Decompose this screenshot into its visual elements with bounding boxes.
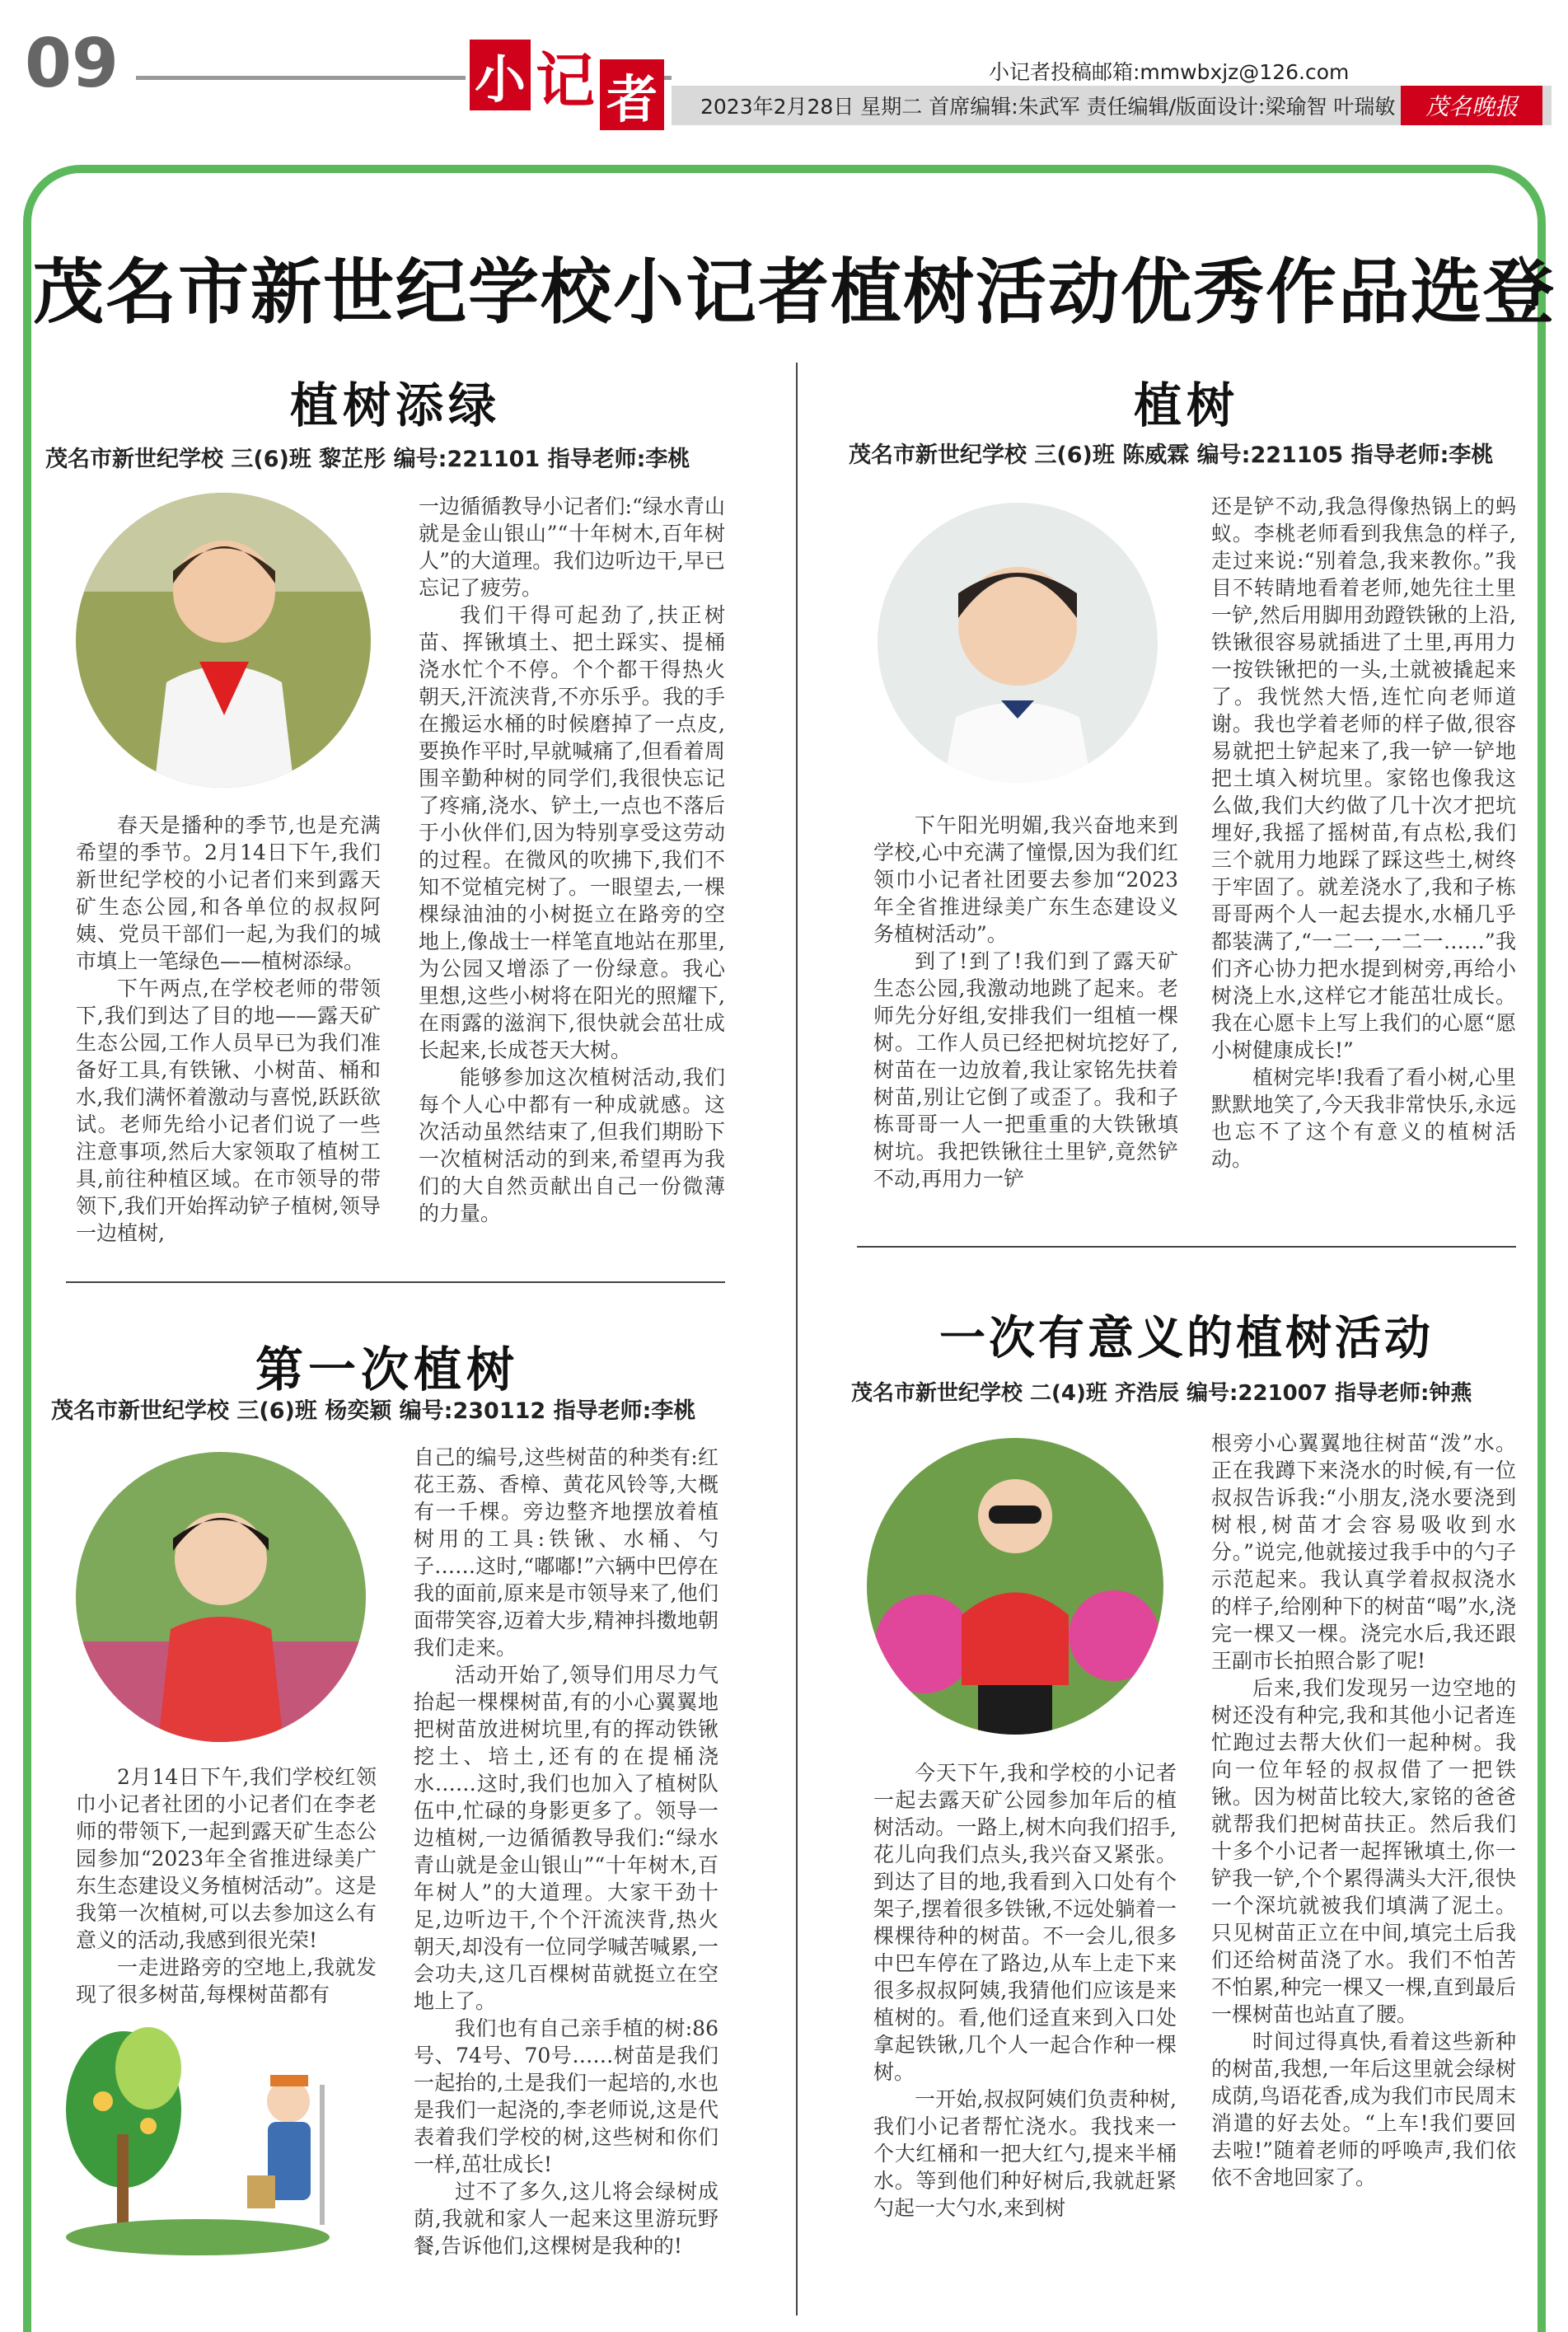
article-3-photo — [76, 1452, 366, 1742]
paragraph: 一边循循教导小记者们:“绿水青山就是金山银山”“十年树木,百年树人”的大道理。我们边听边干,早已忘记了疲劳。 — [419, 494, 725, 600]
issue-info: 2023年2月28日 星期二 首席编辑:朱武军 责任编辑/版面设计:梁瑜智 叶瑞敏 — [700, 95, 1396, 119]
paragraph: 到了!到了!我们到了露天矿生态公园,我激动地跳了起来。老师先分好组,安排我们一组植一棵树。工作人员已经把树坑挖好了,树苗在一边放着,我让家铭先扶着树苗,别让它倒了或歪了。我和子栋哥哥一人一把重重的大铁锹填树坑。我把铁锹往土里铲,竟然铲不动,再用力一铲 — [873, 949, 1178, 1191]
page-number: 09 — [25, 25, 119, 103]
article-2-photo — [878, 503, 1158, 783]
paragraph: 过不了多久,这儿将会绿树成荫,我就和家人一起来这里游玩野餐,告诉他们,这棵树是我种的! — [414, 2180, 718, 2258]
header-rule — [136, 76, 466, 80]
paragraph: 植树完毕!我看了看小树,心里默默地笑了,今天我非常快乐,永远也忘不了这个有意义的植树活动。 — [1211, 1065, 1516, 1171]
paragraph: 后来,我们发现另一边空地的树还没有种完,我和其他小记者连忙跑过去帮大伙们一起种树。我向一位年轻的叔叔借了一把铁锹。因为树苗比较大,家铭的爸爸就帮我们把树苗扶正。然后我们十多个小记者一起挥锹填土,你一铲我一铲,个个累得满头大汗,很快一个深坑就被我们填满了泥土。只见树苗正立在中间,填完土后我们还给树苗浇了水。我们不怕苦不怕累,种完一棵又一棵,直到最后一棵树苗也站直了腰。 — [1211, 1676, 1516, 2026]
newspaper-logo: 茂名晚报 — [1401, 86, 1542, 125]
article-3-col-1 — [76, 1763, 377, 2008]
section-char-1: 小 — [470, 40, 531, 110]
article-1-title: 植树添绿 — [289, 377, 501, 433]
page-title: 茂名市新世纪学校小记者植树活动优秀作品选登 — [33, 251, 1556, 334]
article-2-byline: 茂名市新世纪学校 三(6)班 陈威霖 编号:221105 指导老师:李桃 — [849, 443, 1494, 468]
paragraph: 2月14日下午,我们学校红领巾小记者社团的小记者们在李老师的带领下,一起到露天矿生态公园参加“2023年全省推进绿美广东生态建设义务植树活动”。这是我第一次植树,可以去参加这么有意义的活动,我感到很光荣! — [76, 1765, 377, 1952]
paragraph: 今天下午,我和学校的小记者一起去露天矿公园参加年后的植树活动。一路上,树木向我们招手,花儿向我们点头,我兴奋又紧张。到达了目的地,我看到入口处有个架子,摆着很多铁锹,不远处躺着一棵棵待种的树苗。不一会儿,很多中巴车停在了路边,从车上走下来很多叔叔阿姨,我猜他们应该是来植树的。看,他们迳直来到入口处拿起铁锹,几个人一起合作种一棵树。 — [873, 1761, 1177, 2084]
paragraph: 下午阳光明媚,我兴奋地来到学校,心中充满了憧憬,因为我们红领巾小记者社团要去参加“2023年全省推进绿美广东生态建设义务植树活动”。 — [873, 813, 1178, 946]
row-divider-left — [66, 1281, 725, 1283]
article-2-col-1 — [873, 812, 1178, 1192]
paragraph: 时间过得真快,看着这些新种的树苗,我想,一年后这里就会绿树成荫,鸟语花香,成为我们市民周末消遣的好去处。“上车!我们要回去啦!”随着老师的呼唤声,我们依依不舍地回家了。 — [1211, 2030, 1516, 2189]
tree-planting-illustration — [58, 2011, 346, 2258]
article-2-title: 植树 — [1133, 377, 1239, 433]
row-divider-right — [857, 1246, 1516, 1248]
paragraph: 春天是播种的季节,也是充满希望的季节。2月14日下午,我们新世纪学校的小记者们来到露天矿生态公园,和各单位的叔叔阿姨、党员干部们一起,为我们的城市填上一笔绿色——植树添绿。 — [76, 813, 381, 973]
paragraph: 还是铲不动,我急得像热锅上的蚂蚁。李桃老师看到我焦急的样子,走过来说:“别着急,我来教你。”我目不转睛地看着老师,她先往土里一铲,然后用脚用劲蹬铁锹的上沿,铁锹很容易就插进了土里,再用力一按铁锹把的一头,土就被撬起来了。我恍然大悟,连忙向老师道谢。我也学着老师的样子做,很容易就把土铲起来了,我一铲一铲地把土填入树坑里。家铭也像我这么做,我们大约做了几十次才把坑埋好,我摇了摇树苗,有点松,我们三个就用力地踩了踩这些土,树终于牢固了。就差浇水了,我和子栋哥哥两个人一起去提水,水桶几乎都装满了,“一二一,一二一……”我们齐心协力把水提到树旁,再给小树浇上水,这样它才能茁壮成长。我在心愿卡上写上我们的心愿“愿小树健康成长!” — [1211, 494, 1516, 1062]
section-char-2: 记 — [536, 45, 596, 115]
column-divider — [796, 363, 798, 2316]
article-1-col-2 — [419, 493, 725, 1227]
paragraph: 一开始,叔叔阿姨们负责种树,我们小记者帮忙浇水。我找来一个大红桶和一把大红勺,提来半桶水。等到他们种好树后,我就赶紧勺起一大勺水,来到树 — [873, 2087, 1177, 2220]
article-3-col-2 — [414, 1444, 718, 2259]
article-1-byline: 茂名市新世纪学校 三(6)班 黎芷彤 编号:221101 指导老师:李桃 — [45, 447, 690, 472]
article-1-col-1 — [76, 812, 381, 1247]
article-4-title: 一次有意义的植树活动 — [939, 1312, 1434, 1365]
article-4-photo — [867, 1438, 1163, 1735]
article-4-col-2 — [1211, 1430, 1516, 2191]
article-3-byline: 茂名市新世纪学校 三(6)班 杨奕颖 编号:230112 指导老师:李桃 — [51, 1398, 696, 1424]
paragraph: 我们干得可起劲了,扶正树苗、挥锹填土、把土踩实、提桶浇水忙个不停。个个都干得热火朝天,汗流浃背,不亦乐乎。我的手在搬运水桶的时候磨掉了一点皮,要换作平时,早就喊痛了,但看着周围辛勤种树的同学们,我很快忘记了疼痛,浇水、铲土,一点也不落后于小伙伴们,因为特别享受这劳动的过程。在微风的吹拂下,我们不知不觉植完树了。一眼望去,一棵棵绿油油的小树挺立在路旁的空地上,像战士一样笔直地站在那里,为公园又增添了一份绿意。我心里想,这些小树将在阳光的照耀下,在雨露的滋润下,很快就会茁壮成长起来,长成苍天大树。 — [419, 603, 725, 1062]
paragraph: 能够参加这次植树活动,我们每个人心中都有一种成就感。这次活动虽然结束了,但我们期盼下一次植树活动的到来,希望再为我们的大自然贡献出自己一份微薄的力量。 — [419, 1065, 725, 1225]
article-4-byline: 茂名市新世纪学校 二(4)班 齐浩辰 编号:221007 指导老师:钟燕 — [851, 1381, 1472, 1406]
article-3-title: 第一次植树 — [255, 1342, 519, 1398]
article-4-col-1 — [873, 1759, 1177, 2222]
section-char-3: 者 — [600, 59, 664, 130]
paragraph: 一走进路旁的空地上,我就发现了很多树苗,每棵树苗都有 — [76, 1955, 377, 2007]
paragraph: 自己的编号,这些树苗的种类有:红花王荔、香樟、黄花风铃等,大概有一千棵。旁边整齐地摆放着植树用的工具:铁锹、水桶、勺子……这时,“嘟嘟!”六辆中巴停在我的面前,原来是市领导来了,他们面带笑容,迈着大步,精神抖擞地朝我们走来。 — [414, 1445, 718, 1660]
article-1-photo — [76, 493, 371, 788]
paragraph: 我们也有自己亲手植的树:86号、74号、70号……树苗是我们一起抬的,土是我们一起培的,水也是我们一起浇的,李老师说,这是代表着我们学校的树,这些树和你们一样,茁壮成长! — [414, 2016, 718, 2176]
paragraph: 下午两点,在学校老师的带领下,我们到达了目的地——露天矿生态公园,工作人员早已为我们准备好工具,有铁锹、小树苗、桶和水,我们满怀着激动与喜悦,跃跃欲试。老师先给小记者们说了一些注意事项,然后大家领取了植树工具,前往种植区域。在市领导的带领下,我们开始挥动铲子植树,领导一边植树, — [76, 976, 381, 1245]
contribution-email: 小记者投稿邮箱:mmwbxjz@126.com — [989, 60, 1350, 84]
article-2-col-2 — [1211, 493, 1516, 1173]
paragraph: 活动开始了,领导们用尽力气抬起一棵棵树苗,有的小心翼翼地把树苗放进树坑里,有的挥动铁锹挖土、培土,还有的在提桶浇水……这时,我们也加入了植树队伍中,忙碌的身影更多了。领导一边植树,一边循循教导我们:“绿水青山就是金山银山”“十年树木,百年树人”的大道理。大家干劲十足,边听边干,个个汗流浃背,热火朝天,却没有一位同学喊苦喊累,一会功夫,这几百棵树苗就挺立在空地上了。 — [414, 1663, 718, 2013]
paragraph: 根旁小心翼翼地往树苗“泼”水。正在我蹲下来浇水的时候,有一位叔叔告诉我:“小朋友,浇水要浇到树根,树苗才会容易吸收到水分。”说完,他就接过我手中的勺子示范起来。我认真学着叔叔浇水的样子,给刚种下的树苗“喝”水,浇完一棵又一棵。浇完水后,我还跟王副市长拍照合影了呢! — [1211, 1431, 1516, 1673]
